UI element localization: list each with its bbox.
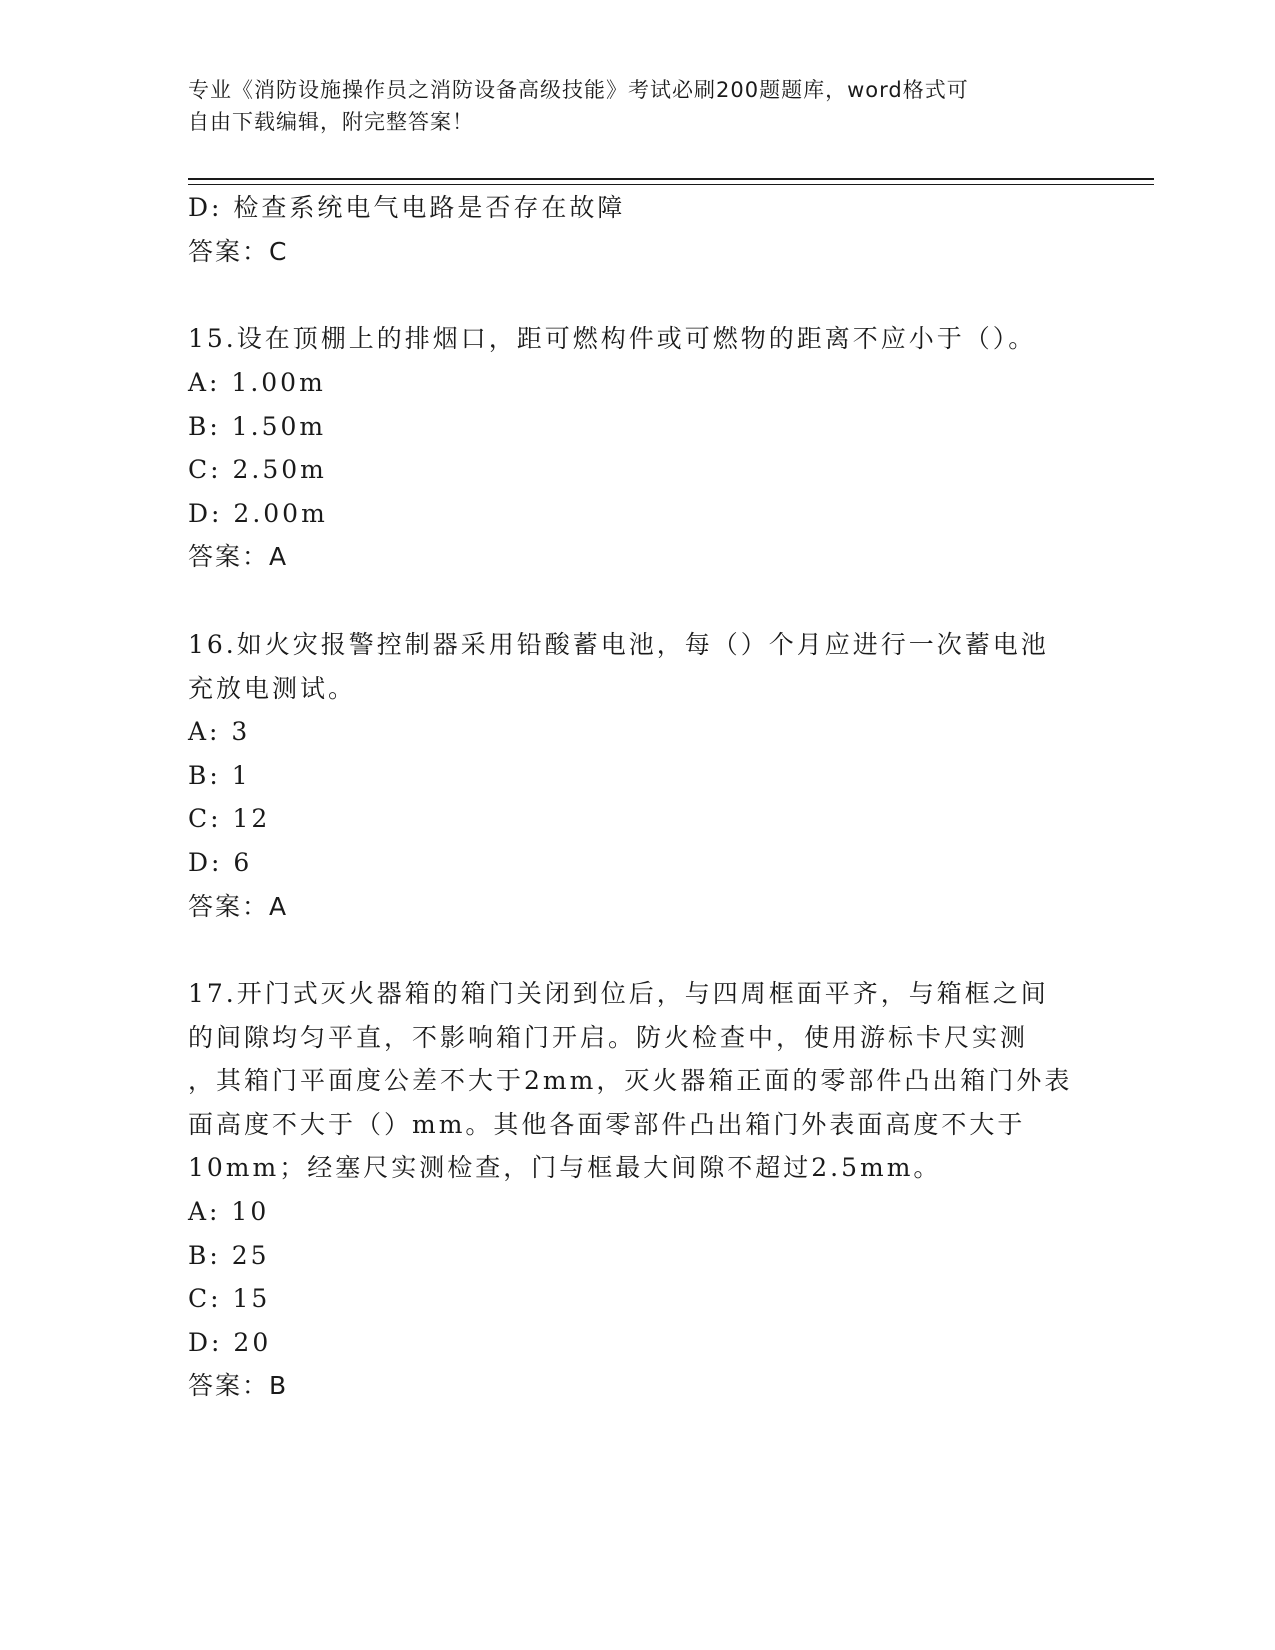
q17-option-a: A: 10 xyxy=(188,1197,270,1226)
q16-stem-line-1: 16.如火灾报警控制器采用铅酸蓄电池，每（）个月应进行一次蓄电池 xyxy=(188,630,1049,659)
header-line-1: 专业《消防设施操作员之消防设备高级技能》考试必刷200题题库，word格式可 xyxy=(188,78,969,102)
q16-option-c: C: 12 xyxy=(188,804,271,833)
q15-option-b: B: 1.50m xyxy=(188,412,327,441)
q15-answer: 答案：A xyxy=(188,542,289,571)
q17-option-d: D: 20 xyxy=(188,1328,272,1357)
q16-option-b: B: 1 xyxy=(188,761,251,790)
q17-stem-line-1: 17.开门式灭火器箱的箱门关闭到位后，与四周框面平齐，与箱框之间 xyxy=(188,979,1049,1008)
q15-option-c: C: 2.50m xyxy=(188,455,327,484)
q17-stem-line-3: ，其箱门平面度公差不大于2mm，灭火器箱正面的零部件凸出箱门外表 xyxy=(188,1066,1073,1095)
prev-option-d: D: 检查系统电气电路是否存在故障 xyxy=(188,193,626,222)
document-header xyxy=(188,74,1068,138)
q16-answer: 答案：A xyxy=(188,892,289,921)
q17-option-c: C: 15 xyxy=(188,1284,271,1313)
q15-option-d: D: 2.00m xyxy=(188,499,328,528)
q17-stem-line-5: 10mm；经塞尺实测检查，门与框最大间隙不超过2.5mm。 xyxy=(188,1153,942,1182)
q16-stem-line-2: 充放电测试。 xyxy=(188,674,357,703)
q17-stem-line-4: 面高度不大于（）mm。其他各面零部件凸出箱门外表面高度不大于 xyxy=(188,1110,1026,1139)
q17-option-b: B: 25 xyxy=(188,1241,270,1270)
q16-option-a: A: 3 xyxy=(188,717,251,746)
q15-stem: 15.设在顶棚上的排烟口，距可燃构件或可燃物的距离不应小于（）。 xyxy=(188,324,1037,353)
q17-answer: 答案：B xyxy=(188,1371,289,1400)
header-rule-thin xyxy=(188,184,1154,185)
q16-option-d: D: 6 xyxy=(188,848,253,877)
q17-stem-line-2: 的间隙均匀平直，不影响箱门开启。防火检查中，使用游标卡尺实测 xyxy=(188,1023,1029,1052)
header-line-2: 自由下载编辑，附完整答案！ xyxy=(188,110,474,134)
header-rule-thick xyxy=(188,178,1154,180)
q15-option-a: A: 1.00m xyxy=(188,368,326,397)
prev-answer: 答案：C xyxy=(188,237,289,266)
